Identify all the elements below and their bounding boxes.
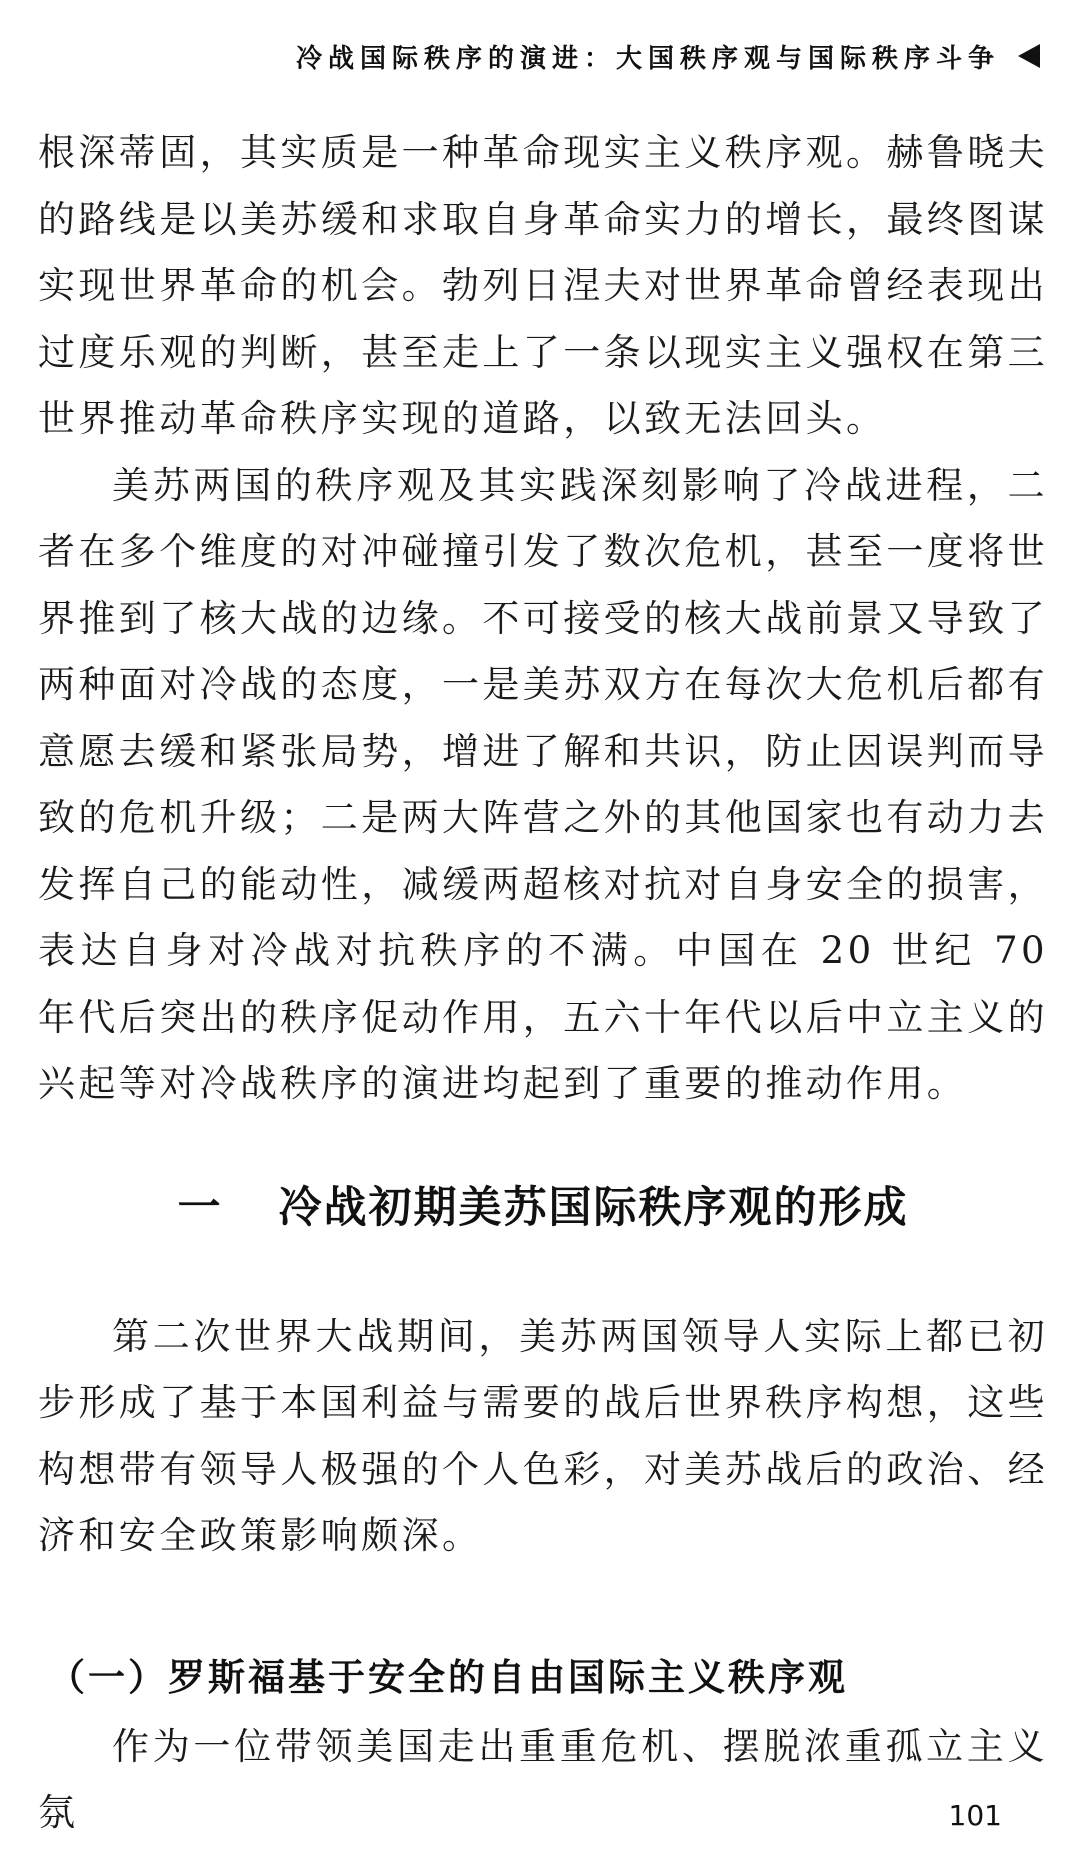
subsection-heading: （一）罗斯福基于安全的自由国际主义秩序观 <box>48 1655 848 1699</box>
body-paragraph: 美苏两国的秩序观及其实践深刻影响了冷战进程，二者在多个维度的对冲碰撞引发了数次危机，甚至一度将世界推到了核大战的边缘。不可接受的核大战前景又导致了两种面对冷战的态度，一是美苏双方在每次大危机后都有意愿去缓和紧张局势，增进了解和共识，防止因误判而导致的危机升级；二是两大阵营之外的其他国家也有动力去发挥自己的能动性，减缓两超核对抗对自身安全的损害，表达自身对冷战对抗秩序的不满。中国在 20 世纪 70 年代后突出的秩序促动作用，五六十年代以后中立主义的兴起等对冷战秩序的演进均起到了重要的推动作用。 <box>38 463 1048 1105</box>
section-heading <box>38 1178 1048 1238</box>
running-title: 冷战国际秩序的演进：大国秩序观与国际秩序斗争 <box>295 43 1000 74</box>
running-header <box>296 36 1040 76</box>
body-paragraph: 第二次世界大战期间，美苏两国领导人实际上都已初步形成了基于本国利益与需要的战后世界秩序构想，这些构想带有领导人极强的个人色彩，对美苏战后的政治、经济和安全政策影响颇深。 <box>38 1314 1048 1557</box>
triangle-marker-icon <box>1018 44 1040 68</box>
body-paragraph: 作为一位带领美国走出重重危机、摆脱浓重孤立主义氛 <box>38 1724 1048 1834</box>
section-number: 一 <box>177 1182 223 1233</box>
page-body <box>38 120 1048 1847</box>
section-title: 冷战初期美苏国际秩序观的形成 <box>278 1182 909 1233</box>
body-paragraph: 根深蒂固，其实质是一种革命现实主义秩序观。赫鲁晓夫的路线是以美苏缓和求取自身革命实力的增长，最终图谋实现世界革命的机会。勃列日涅夫对世界革命曾经表现出过度乐观的判断，甚至走上了一条以现实主义强权在第三世界推动革命秩序实现的道路，以致无法回头。 <box>38 131 1048 440</box>
page-number: 101 <box>948 1799 1002 1832</box>
